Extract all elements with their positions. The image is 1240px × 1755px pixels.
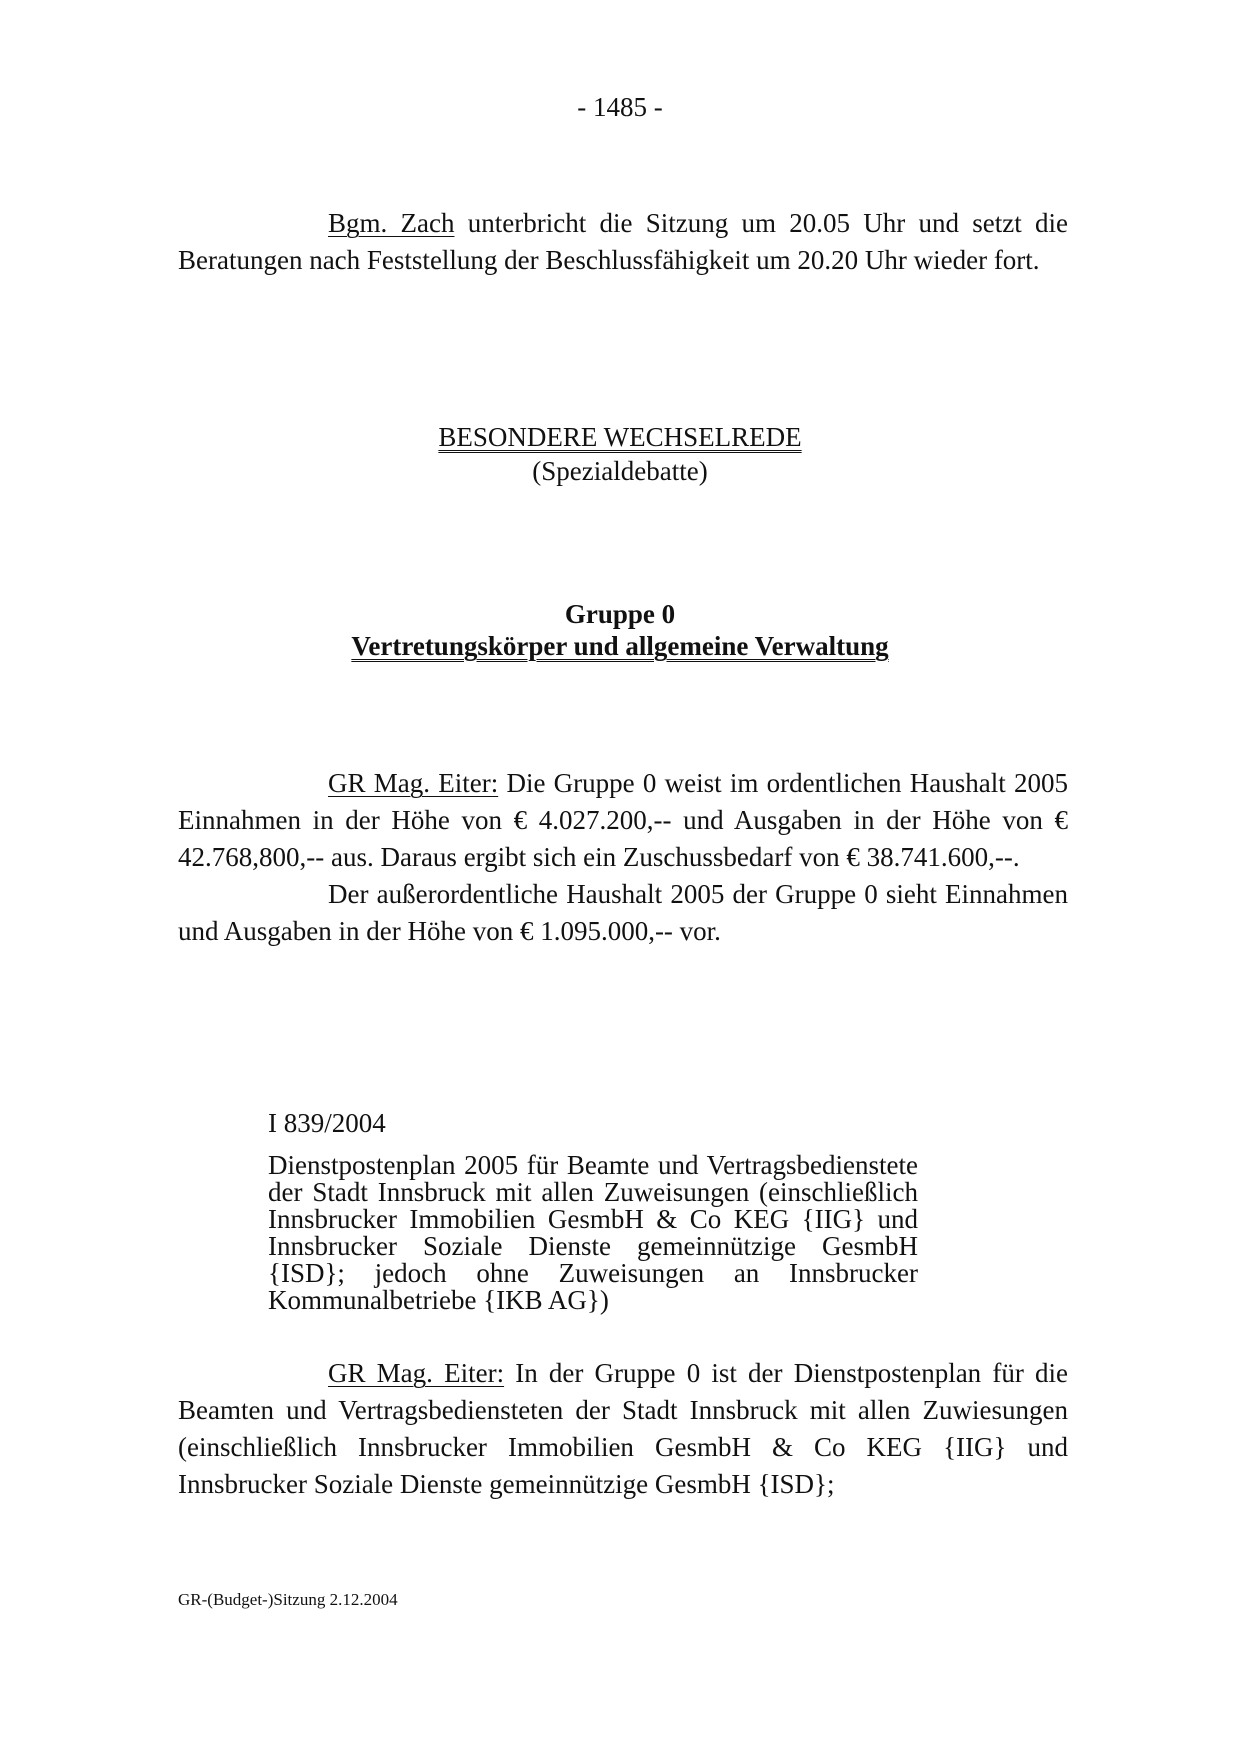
page-number: - 1485 - xyxy=(577,92,663,122)
paragraph-staff-plan xyxy=(178,1355,1068,1503)
group-title: Gruppe 0 xyxy=(564,599,676,629)
paragraph-text: In der Gruppe 0 ist der Dienstpostenplan für die Beamten und Vertragsbediensteten der Stadt Innsbruck mit allen Zuwiesungen (einschließlich Innsbrucker Immobilien GesmbH & Co KEG {IIG} und Innsbrucker Soziale Dienste gemeinnützige GesmbH {ISD}; xyxy=(178,1358,1068,1499)
paragraph-text: Die Gruppe 0 weist im ordentlichen Haushalt 2005 Einnahmen in der Höhe von € 4.027.200,-- und Ausgaben in der Höhe von € 42.768,800,-- aus. Daraus ergibt sich ein Zuschussbedarf von € 38.741.600,--. xyxy=(178,768,1068,872)
section-heading xyxy=(0,420,1240,488)
group-heading xyxy=(0,598,1240,662)
group-subtitle: Vertretungskörper und allgemeine Verwaltung xyxy=(351,631,889,661)
paragraph-recess xyxy=(178,205,1068,279)
reference-number: I 839/2004 xyxy=(268,1108,386,1138)
footer: GR-(Budget-)Sitzung 2.12.2004 xyxy=(178,1590,398,1609)
speaker-name: GR Mag. Eiter: xyxy=(328,768,499,798)
section-title: BESONDERE WECHSELREDE xyxy=(438,422,802,452)
speaker-name: GR Mag. Eiter: xyxy=(328,1358,505,1388)
paragraph-text-2: Der außerordentliche Haushalt 2005 der Gruppe 0 sieht Einnahmen und Ausgaben in der Höhe von € 1.095.000,-- vor. xyxy=(178,879,1068,946)
paragraph-text: unterbricht die Sitzung um 20.05 Uhr und setzt die Beratungen nach Feststellung der Beschlussfähigkeit um 20.20 Uhr wieder fort. xyxy=(178,208,1068,275)
speaker-name: Bgm. Zach xyxy=(328,208,455,238)
paragraph-budget xyxy=(178,765,1068,950)
section-subtitle: (Spezialdebatte) xyxy=(532,456,708,486)
reference-description: Dienstpostenplan 2005 für Beamte und Vertragsbedienstete der Stadt Innsbruck mit allen Zuweisungen (einschließlich Innsbrucker Immobilien GesmbH & Co KEG {IIG} und Innsbrucker Soziale Dienste gemeinnützige GesmbH {ISD}; jedoch ohne Zuweisungen an Innsbrucker Kommunalbetriebe {IKB AG}) xyxy=(268,1150,918,1315)
